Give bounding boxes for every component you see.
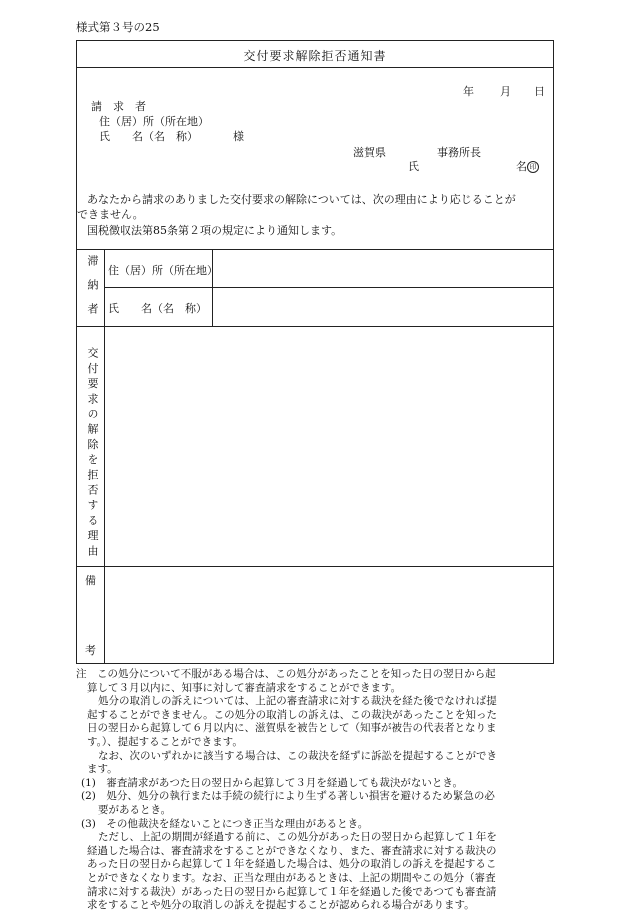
divider (77, 326, 553, 327)
issuer-office: 事務所長 (437, 146, 481, 159)
note-line: あった日の翌日から起算して１年を経過した場合は、処分の取消しの訴えを提起するこ (87, 858, 497, 871)
note-line: 注 この処分について不服がある場合は、この処分があったことを知った日の翌日から起 (76, 668, 496, 680)
date-month: 月 (500, 85, 511, 98)
delinquent-label: 滞納者 (86, 255, 99, 327)
notes-section (76, 668, 554, 913)
divider (104, 249, 105, 664)
note-line: 経過した場合は、審査請求をすることができなくなり、また、審査請求に対する裁決の (87, 844, 497, 857)
note-line: なお、次のいずれかに該当する場合は、この裁決を経ずに訴訟を提起することができ (98, 749, 497, 762)
delinquent-address-label: 住（居）所（所在地） (108, 264, 218, 277)
divider (77, 249, 553, 250)
notice-form (76, 40, 554, 664)
honorific: 様 (233, 130, 244, 143)
note-line: ただし、上記の期間が経過する前に、この処分があった日の翌日から起算して１年を (98, 831, 497, 844)
issuer-name-suffix-text: 名 (516, 160, 527, 173)
divider (105, 287, 553, 288)
note-line: (3) その他裁決を経ないことにつき正当な理由があるとき。 (81, 817, 369, 830)
issuer-name-suffix (516, 158, 539, 174)
remarks-label-bottom: 考 (85, 644, 96, 657)
reason-label: 交付要求の解除を拒否する理由 (86, 347, 99, 560)
divider (77, 67, 553, 68)
note-line: 請求に対する裁決）があった日の翌日から起算して１年を経過した後であつても審査請 (87, 885, 497, 898)
note-line: とができなくなります。なお、正当な理由があるときは、上記の期間やこの処分（審査 (87, 871, 496, 884)
issuer-name-prefix: 氏 (408, 160, 419, 173)
delinquent-name-label: 氏 名（名 称） (108, 302, 207, 315)
note-line: 要があるとき。 (98, 803, 172, 816)
note-line: (2) 処分、処分の執行または手続の続行により生ずる著しい損害を避けるため緊急の必 (81, 790, 495, 803)
seal-icon: 印 (527, 161, 539, 173)
requester-label: 請 求 者 (91, 100, 146, 113)
requester-name-label: 氏 名（名 称） (99, 130, 198, 143)
note-line: 起することができません。この処分の取消しの訴えは、この裁決があったことを知った (87, 708, 498, 721)
body-line-3: 国税徴収法第85条第２項の規定により通知します。 (87, 224, 343, 237)
note-line: 処分の取消しの訴えについては、上記の審査請求に対する裁決を経た後でなければ提 (98, 695, 497, 708)
note-line: 求をすることや処分の取消しの訴えを提起することが認められる場合があります。 (87, 899, 475, 912)
remarks-label-top: 備 (85, 574, 96, 587)
note-line: ます。 (87, 763, 118, 776)
issuer-prefecture: 滋賀県 (353, 146, 386, 159)
form-title: 交付要求解除拒否通知書 (243, 49, 387, 63)
date-day: 日 (534, 85, 545, 98)
requester-address-label: 住（居）所（所在地） (99, 115, 209, 128)
note-line: (1) 審査請求があつた日の翌日から起算して３月を経過しても裁決がないとき。 (81, 776, 463, 789)
date-year: 年 (463, 85, 474, 98)
note-line: 日の翌日から起算して６月以内に、滋賀県を被告として（知事が被告の代表者となりま (87, 722, 497, 735)
note-line: 算して３月以内に、知事に対して審査請求をすることができます。 (87, 681, 402, 694)
note-line: す。）、提起することができます。 (87, 735, 243, 748)
body-line-1: あなたから請求のありました交付要求の解除については、次の理由により応じることが (87, 193, 516, 206)
form-number: 様式第３号の25 (76, 20, 160, 34)
body-line-2: できません。 (77, 208, 144, 221)
divider (77, 566, 553, 567)
